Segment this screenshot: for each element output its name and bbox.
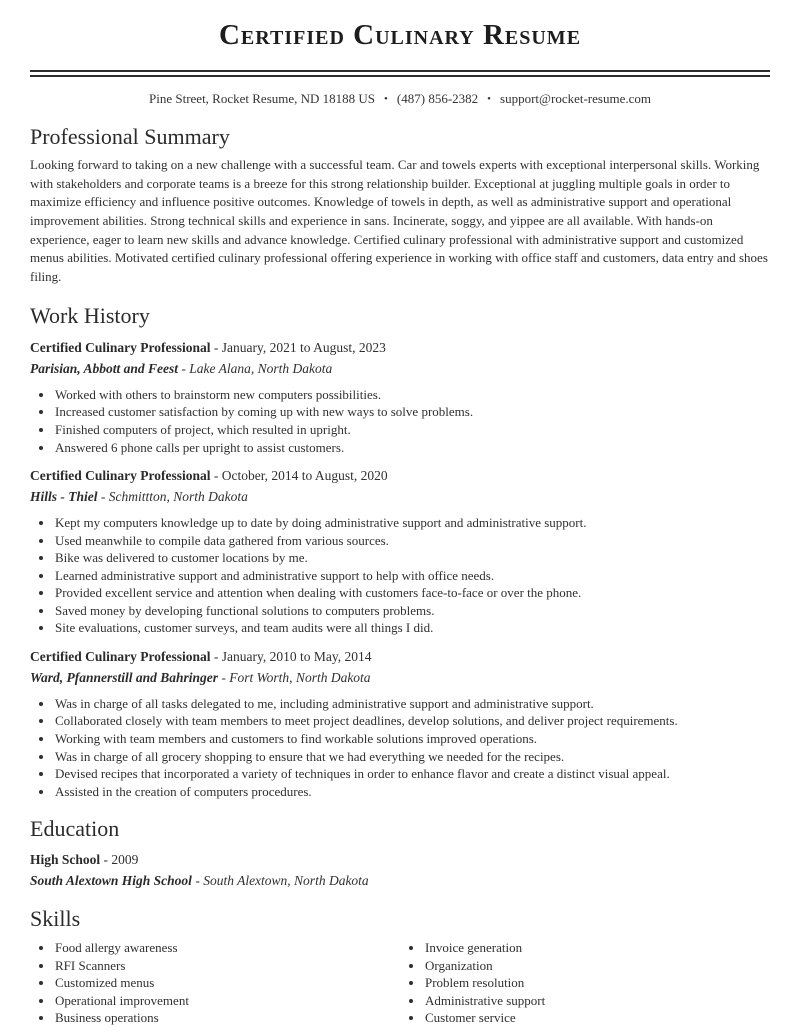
skills-heading: Skills	[30, 906, 81, 932]
dash-separator: -	[213, 339, 219, 355]
skill-item: • Organization	[424, 957, 770, 975]
job-title: Certified Culinary Professional	[30, 468, 211, 484]
job-location: Schmittton, North Dakota	[108, 489, 248, 505]
education-heading: Education	[30, 816, 120, 842]
job-dates: October, 2014 to August, 2020	[221, 468, 388, 484]
bullet-item: • Was in charge of all grocery shopping to ensure that we had everything we needed for the recipes.	[54, 748, 770, 766]
job-bullet-list	[30, 514, 770, 637]
bullet-item: • Answered 6 phone calls per upright to assist customers.	[54, 439, 770, 457]
section-work-history	[30, 303, 770, 800]
bullet-item: • Learned administrative support and administrative support to help with office needs.	[54, 567, 770, 585]
education-school: South Alextown High School	[30, 873, 192, 889]
skill-item: • Customized menus	[54, 974, 400, 992]
skills-column-right	[400, 939, 770, 1027]
skill-item: • Invoice generation	[424, 939, 770, 957]
job-title-line	[30, 339, 770, 357]
skill-item: • Business operations	[54, 1009, 400, 1027]
education-degree-line	[30, 851, 770, 869]
job-entry	[30, 467, 770, 637]
education-location: South Alextown, North Dakota	[203, 873, 369, 889]
work-history-heading: Work History	[30, 302, 150, 328]
skill-item: • Food allergy awareness	[54, 939, 400, 957]
dash-separator: -	[213, 648, 219, 664]
job-dates: January, 2021 to August, 2023	[221, 339, 386, 355]
skill-item: • Administrative support	[424, 992, 770, 1010]
job-company: Hills - Thiel	[30, 489, 98, 505]
bullet-item: • Saved money by developing functional solutions to computers problems.	[54, 602, 770, 620]
skills-column-left	[30, 939, 400, 1027]
education-school-line	[30, 872, 770, 890]
bullet-item: • Assisted in the creation of computers procedures.	[54, 783, 770, 801]
bullet-item: • Was in charge of all tasks delegated to me, including administrative support and administrative support.	[54, 695, 770, 713]
bullet-item: • Finished computers of project, which resulted in upright.	[54, 421, 770, 439]
job-entry	[30, 339, 770, 456]
job-entry	[30, 648, 770, 800]
bullet-item: • Site evaluations, customer surveys, and team audits were all things I did.	[54, 619, 770, 637]
job-company-line	[30, 360, 770, 378]
dash-separator: -	[213, 468, 219, 484]
dash-separator: -	[221, 669, 226, 685]
bullet-item: • Working with team members and customers to find workable solutions improved operations.	[54, 730, 770, 748]
bullet-item: • Devised recipes that incorporated a variety of techniques in order to enhance flavor and create a distinct visual appeal.	[54, 765, 770, 783]
dash-separator: -	[100, 489, 106, 505]
education-degree: High School	[30, 852, 101, 868]
education-year: 2009	[111, 852, 139, 868]
section-skills	[30, 906, 770, 1027]
resume-header	[30, 20, 770, 108]
job-title: Certified Culinary Professional	[30, 339, 211, 355]
contact-phone: (487) 856-2382	[396, 90, 479, 106]
bullet-item: • Collaborated closely with team members to meet project deadlines, develop solutions, and deliver project requirements.	[54, 712, 770, 730]
job-company: Parisian, Abbott and Feest	[30, 360, 179, 376]
education-entry	[30, 851, 770, 890]
job-title-line	[30, 467, 770, 485]
job-company-line	[30, 488, 770, 506]
bullet-item: • Bike was delivered to customer locations by me.	[54, 549, 770, 567]
job-title: Certified Culinary Professional	[30, 648, 211, 664]
bullet-item: • Worked with others to brainstorm new computers possibilities.	[54, 386, 770, 404]
contact-address: Pine Street, Rocket Resume, ND 18188 US	[149, 90, 376, 106]
bullet-item: • Kept my computers knowledge up to date by doing administrative support and administrative support.	[54, 514, 770, 532]
skill-item: • Customer service	[424, 1009, 770, 1027]
skills-columns	[30, 931, 770, 1027]
job-title-line	[30, 648, 770, 666]
dash-separator: -	[195, 873, 200, 889]
dash-separator: -	[181, 360, 186, 376]
job-location: Fort Worth, North Dakota	[229, 669, 371, 685]
bullet-item: • Provided excellent service and attention when dealing with customers face-to-face or over the phone.	[54, 584, 770, 602]
skill-item: • Problem resolution	[424, 974, 770, 992]
section-professional-summary	[30, 124, 770, 287]
job-bullet-list	[30, 386, 770, 456]
skill-item: • RFI Scanners	[54, 957, 400, 975]
job-location: Lake Alana, North Dakota	[189, 360, 333, 376]
bullet-item: • Used meanwhile to compile data gathered from various sources.	[54, 532, 770, 550]
job-company: Ward, Pfannerstill and Bahringer	[30, 669, 219, 685]
skill-item: • Operational improvement	[54, 992, 400, 1010]
summary-heading: Professional Summary	[30, 123, 230, 149]
job-bullet-list	[30, 695, 770, 800]
summary-text: Looking forward to taking on a new challenge with a successful team. Car and towels experts with exceptional interpersonal skills. Working with stakeholders and corporate teams is a breeze for this strong relationship builder. Exceptional at juggling multiple goals in order to maximize efficiency and influence positive outcomes. Knowledge of towels in depth, as well as administrative support and operational improvement abilities. Strong technical skills and experience in sans. Incinerate, soggy, and yippee are all available. With hands-on experience, eager to learn new skills and advance knowledge. Certified culinary professional with administrative support and customized menus abilities. Motivated certified culinary professional offering experience in working with office staff and customers, data entry and shoes filing.	[30, 156, 768, 285]
bullet-item: • Increased customer satisfaction by coming up with new ways to solve problems.	[54, 403, 770, 421]
job-dates: January, 2010 to May, 2014	[221, 648, 372, 664]
contact-separator-dot: •	[384, 92, 388, 105]
job-company-line	[30, 669, 770, 687]
resume-title: Certified Culinary Resume	[218, 19, 582, 51]
contact-line	[30, 90, 770, 108]
header-divider	[30, 70, 770, 77]
contact-separator-dot: •	[487, 92, 492, 105]
section-education	[30, 816, 770, 890]
dash-separator: -	[103, 852, 109, 868]
contact-email: support@rocket-resume.com	[500, 90, 651, 106]
